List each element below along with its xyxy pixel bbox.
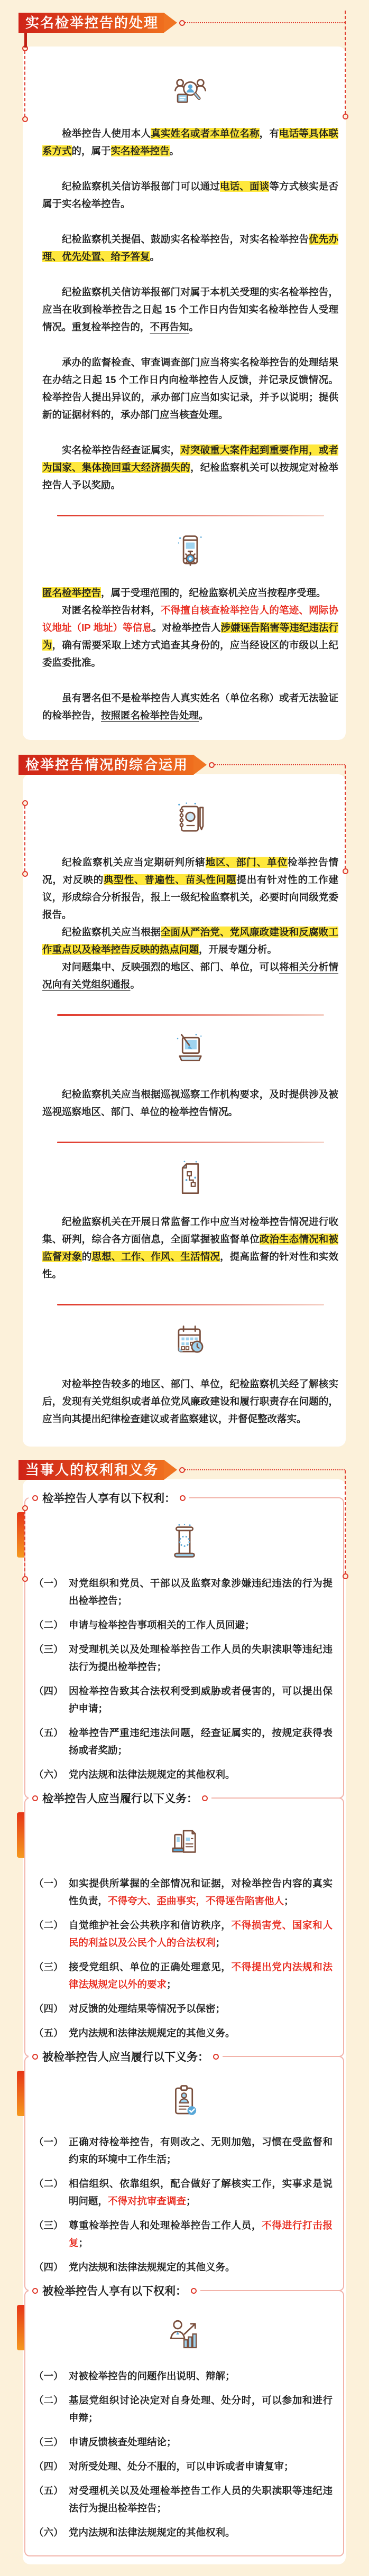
section-content bbox=[23, 47, 346, 740]
bookmark-tab bbox=[17, 2305, 26, 2350]
list-item bbox=[34, 2217, 335, 2251]
subsection-header bbox=[29, 2283, 200, 2299]
list-item bbox=[34, 2458, 335, 2475]
text-run: 对匿名检举控告材料， bbox=[62, 605, 161, 616]
dotted-connector-line bbox=[181, 1469, 345, 1470]
list-item-marker: （三） bbox=[34, 1961, 63, 1972]
highlighted-text: 涉嫌诬告陷害等违纪违法行为 bbox=[42, 622, 338, 651]
list-item-marker: （三） bbox=[34, 2220, 63, 2231]
list-item-marker: （五） bbox=[34, 2027, 63, 2038]
list-item-marker: （二） bbox=[34, 1619, 63, 1630]
red-emphasis-text: 不得夸大、歪曲事实，不得诬告陷害他人 bbox=[108, 1895, 284, 1906]
list-item-text bbox=[69, 1616, 335, 1634]
bookmark-tab bbox=[17, 2071, 26, 2116]
text-run: ，提高监督的针对性和实效性。 bbox=[42, 1251, 338, 1280]
highlighted-text: 电话等具体联系方式 bbox=[42, 128, 338, 156]
paragraph bbox=[42, 125, 338, 160]
dotted-connector-line bbox=[181, 22, 345, 23]
text-run: 相信组织、依靠组织，配合做好了解核实工作，实事求是说明问题， bbox=[69, 2178, 333, 2207]
list-item-marker: （一） bbox=[34, 2136, 63, 2147]
text-run: ，开展专题分析。 bbox=[199, 944, 278, 955]
list-item-text bbox=[69, 2433, 335, 2451]
text-run: 对党组织和党员、干部以及监察对象涉嫌违纪违法的行为提出检举控告； bbox=[69, 1578, 333, 1606]
subsection-box-1 bbox=[24, 1493, 344, 1799]
list-item bbox=[34, 2258, 335, 2276]
list-item bbox=[34, 1682, 335, 1717]
paragraph bbox=[42, 441, 338, 494]
phone-gear-icon bbox=[42, 533, 338, 570]
list-item-text bbox=[69, 2482, 335, 2517]
text-run: 实名检举控告经查证属实， bbox=[62, 444, 181, 456]
paragraph bbox=[42, 1213, 338, 1283]
list-item-text bbox=[69, 2000, 335, 2017]
section-title: 检举控告情况的综合运用 bbox=[25, 757, 189, 773]
highlighted-text: 思想、工作、作风、生活情况 bbox=[91, 1251, 220, 1262]
paragraph bbox=[42, 584, 338, 601]
red-emphasis-text: 不得损害党、国家和人民的利益以及公民个人的合法权利 bbox=[69, 1920, 333, 1948]
list-item-text bbox=[69, 2258, 335, 2276]
text-run: 纪检监察机关在开展日常监督工作中应当对检举控告情况进行收集、研判，综合各方面信息，全面掌握被监督单位 bbox=[42, 1216, 338, 1245]
ring-dot-icon bbox=[32, 2288, 38, 2294]
text-run: 申请反馈核查处理结论； bbox=[69, 2436, 177, 2448]
subsection-box-2 bbox=[24, 1793, 344, 2057]
list-item-text bbox=[69, 1641, 335, 1675]
list-item-text bbox=[69, 1958, 335, 1993]
highlighted-text: 匿名检举控告 bbox=[42, 587, 102, 598]
highlighted-text: 优先办理、优先处置、给予答复 bbox=[42, 234, 338, 262]
bookmark-tab bbox=[17, 1812, 26, 1858]
list-item bbox=[34, 2367, 335, 2385]
list-item-marker: （六） bbox=[34, 1769, 63, 1780]
paragraph bbox=[42, 354, 338, 423]
text-run: 对反馈的处理结果等情况予以保密； bbox=[69, 2003, 226, 2014]
text-run: ，确有需要采取上述方式追查其身份的，应当经设区的市级以上纪委监委批准。 bbox=[42, 640, 338, 668]
paragraph bbox=[42, 283, 338, 336]
text-run: 接受党组织、单位的正确处理意见， bbox=[69, 1961, 232, 1972]
text-run: 。 bbox=[189, 321, 199, 332]
text-run: 。 bbox=[150, 251, 160, 262]
highlighted-text: 对突破重大案件起到重要作用，或者为国家、集体挽回重大经济损失的 bbox=[42, 444, 338, 473]
list-item-text bbox=[69, 2367, 335, 2385]
red-emphasis-text: 不得对抗审查调查 bbox=[108, 2195, 187, 2207]
person-chart-icon bbox=[34, 2316, 335, 2353]
dashed-line-decoration-left bbox=[24, 51, 25, 117]
list-item-marker: （四） bbox=[34, 2461, 63, 2472]
subsection-header bbox=[29, 2049, 223, 2064]
text-run: 承办的监督检查、审查调查部门应当将实名检举控告的处理结果在办结之日起 15 个工作日内向检举控告人反馈，并记录反馈情况。检举控告人提出异议的，承办部门应当如实记录，并予以说明；提供新的证据材料的，承办部门应当核查处理。 bbox=[42, 357, 338, 420]
list-item-text bbox=[69, 2524, 335, 2541]
document-flowchart-icon bbox=[42, 1160, 338, 1197]
section-comprehensive-use bbox=[0, 755, 369, 1447]
text-run: 党内法规和法律法规规定的其他权利。 bbox=[69, 2527, 235, 2538]
section-banner-ribbon bbox=[19, 13, 164, 33]
text-run: 。 bbox=[169, 145, 180, 156]
text-run: 。 bbox=[130, 979, 141, 990]
list-item-text bbox=[69, 1875, 335, 1910]
highlighted-text: 全面从严治党、党风廉政建设和反腐败工作重点以及检举控告反映的热点问题 bbox=[42, 926, 338, 955]
ring-dot-icon bbox=[32, 1795, 38, 1801]
paragraph bbox=[42, 689, 338, 724]
underlined-text: 将相关分析情况向有关党组织通报 bbox=[42, 961, 338, 990]
text-run: ； bbox=[215, 1937, 226, 1948]
dotted-connector-line bbox=[211, 764, 345, 765]
ring-dot-icon bbox=[202, 1795, 208, 1801]
list-item bbox=[34, 1641, 335, 1675]
list-item bbox=[34, 1875, 335, 1910]
list-item-text bbox=[69, 1574, 335, 1609]
paragraph bbox=[42, 958, 338, 993]
section-banner-ribbon bbox=[19, 1460, 164, 1480]
list-item-text bbox=[69, 1682, 335, 1717]
text-run: ，属于受理范围的，纪检监察机关应当按程序受理。 bbox=[101, 587, 326, 598]
list-item bbox=[34, 2524, 335, 2541]
section-card bbox=[23, 1479, 346, 2564]
list-item-marker: （二） bbox=[34, 1920, 63, 1931]
list-item-marker: （二） bbox=[34, 2395, 63, 2406]
laptop-brush-icon bbox=[42, 1033, 338, 1070]
text-run: 对问题集中、反映强烈的地区、部门、单位，可以 bbox=[62, 961, 280, 972]
text-run: 虽有署名但不是检举控告人真实姓名（单位名称）或者无法验证的检举控告， bbox=[42, 692, 338, 721]
text-run: 纪检监察机关信访举报部门对属于本机关受理的实名检举控告，应当在收到检举控告之日起 15 个工作日内告知实名检举控告人受理情况。重复检举控告的， bbox=[42, 286, 338, 332]
text-run: 对受理机关以及处理检举控告工作人员的失职渎职等违纪违法行为提出检举控告； bbox=[69, 1644, 333, 1672]
list-item-marker: （四） bbox=[34, 1685, 63, 1697]
underlined-text: 不再告知 bbox=[150, 321, 189, 332]
subsection-title: 检举控告人享有以下权利： bbox=[42, 1493, 176, 1505]
red-emphasis-text: 不得擅自核查检举控告人的笔迹、网际协议地址（IP 地址）等信息 bbox=[42, 605, 338, 633]
list-item bbox=[34, 2392, 335, 2426]
text-run: 正确对待检举控告，有则改之、无则加勉，习惯在受监督和约束的环境中工作生活； bbox=[69, 2136, 333, 2165]
list-item-text bbox=[69, 1916, 335, 1951]
text-run: 检举控告情况，对反映的 bbox=[42, 857, 338, 885]
ring-dot-icon bbox=[32, 1495, 38, 1501]
text-run: 党内法规和法律法规规定的其他权利。 bbox=[69, 1769, 235, 1780]
text-run: 尊重检举控告人和处理检举控告工作人员， bbox=[69, 2220, 262, 2231]
list-item-text bbox=[69, 2392, 335, 2426]
section-real-name-handling bbox=[0, 0, 369, 740]
text-run: ； bbox=[284, 1895, 294, 1906]
text-run: 提出有针对性的工作建议，形成综合分析报告，报上一级纪检监察机关，必要时向同级党委报告。 bbox=[42, 874, 338, 920]
red-emphasis-text: 不得进行打击报复 bbox=[69, 2220, 333, 2248]
paragraph bbox=[42, 854, 338, 923]
text-run: 检举控告严重违纪违法问题，经查证属实的，按规定获得表扬或者奖励； bbox=[69, 1727, 333, 1756]
subsection-title: 检举控告人应当履行以下义务： bbox=[42, 1793, 198, 1805]
list-item-marker: （五） bbox=[34, 2485, 63, 2496]
list-item bbox=[34, 2133, 335, 2168]
section-banner-row bbox=[0, 755, 369, 775]
text-run: ，有 bbox=[259, 128, 280, 139]
section-divider bbox=[57, 515, 324, 516]
text-run: 申请与检举控告事项相关的工作人员回避； bbox=[69, 1619, 255, 1630]
text-run: ； bbox=[186, 2195, 196, 2207]
text-run: 的，属于 bbox=[71, 145, 111, 156]
list-item-text bbox=[69, 2024, 335, 2042]
text-run: 如实提供所掌握的全部情况和证据，对检举控告内容的真实性负责， bbox=[69, 1878, 333, 1906]
section-content bbox=[23, 774, 346, 1447]
paragraph bbox=[42, 178, 338, 212]
list-item-text bbox=[69, 2458, 335, 2475]
text-run: 纪检监察机关应当根据 bbox=[62, 926, 161, 938]
list-item bbox=[34, 2175, 335, 2210]
text-run: 纪检监察机关应当根据巡视巡察工作机构要求，及时提供涉及被巡视巡察地区、部门、单位的检举控告情况。 bbox=[42, 1089, 338, 1117]
section-divider bbox=[57, 1304, 324, 1305]
list-item-text bbox=[69, 1766, 335, 1783]
list-item-text bbox=[69, 2217, 335, 2251]
section-divider bbox=[57, 1142, 324, 1143]
text-run: 。对检举控告人 bbox=[152, 622, 221, 633]
fax-document-icon bbox=[34, 1824, 335, 1861]
subsection-header bbox=[29, 1790, 211, 1806]
highlighted-text: 实名检举控告 bbox=[110, 145, 170, 156]
section-title: 实名检举控告的处理 bbox=[25, 15, 159, 31]
section-divider bbox=[57, 1014, 324, 1016]
highlighted-text: 电话、面谈 bbox=[219, 181, 270, 192]
red-emphasis-text: 不得提出党内法规和法律法规规定以外的要求 bbox=[69, 1961, 333, 1990]
underlined-text: 按照匿名检举控告处理 bbox=[101, 710, 199, 721]
text-run: 纪检监察机关提倡、鼓励实名检举控告，对实名检举控告 bbox=[62, 234, 309, 245]
highlighted-text: 地区、部门、单位 bbox=[205, 857, 288, 868]
text-run: 基层党组织讨论决定对自身处理、处分时，可以参加和进行申辩； bbox=[69, 2395, 333, 2423]
list-item-marker: （四） bbox=[34, 2003, 63, 2014]
text-run: 纪检监察机关应当定期研判所辖 bbox=[62, 857, 206, 868]
paragraph bbox=[42, 923, 338, 958]
list-item bbox=[34, 1724, 335, 1759]
text-run: 等方式核实是否属于实名检举控告。 bbox=[42, 181, 338, 209]
section-card bbox=[23, 47, 346, 740]
clipboard-check-icon bbox=[34, 2082, 335, 2119]
section-rights-and-duties bbox=[0, 1460, 369, 2564]
highlighted-text: 典型性、普遍性、苗头性问题 bbox=[104, 874, 237, 885]
subsection-box-4 bbox=[24, 2285, 344, 2556]
list-item-text bbox=[69, 2175, 335, 2210]
list-item bbox=[34, 1916, 335, 1951]
list-item-marker: （三） bbox=[34, 1644, 63, 1655]
list-item-marker: （四） bbox=[34, 2262, 63, 2273]
text-run: ，纪检监察机关可以按规定对检举控告人予以奖励。 bbox=[42, 462, 338, 490]
list-item bbox=[34, 1958, 335, 1993]
dashed-line-decoration-left bbox=[24, 805, 25, 872]
text-run: 党内法规和法律法规规定的其他义务。 bbox=[69, 2262, 235, 2273]
text-run: 。 bbox=[199, 710, 209, 721]
paragraph bbox=[42, 601, 338, 671]
list-item-text bbox=[69, 2133, 335, 2168]
text-run: 对被检举控告的问题作出说明、辩解； bbox=[69, 2370, 235, 2382]
dashed-line-decoration-left bbox=[24, 1511, 25, 1577]
list-item bbox=[34, 2482, 335, 2517]
notebook-pen-icon bbox=[42, 801, 338, 838]
ring-dot-icon bbox=[180, 1495, 186, 1501]
text-run: ； bbox=[78, 2237, 89, 2248]
dashed-line-decoration-right bbox=[345, 765, 346, 869]
list-item bbox=[34, 2000, 335, 2017]
text-run: 对所受处理、处分不服的，可以申诉或者申请复审； bbox=[69, 2461, 294, 2472]
ring-dot-icon bbox=[213, 2054, 219, 2060]
highlighted-text: 政治生态情况和被监督对象 bbox=[42, 1234, 338, 1262]
list-item-marker: （一） bbox=[34, 1578, 63, 1589]
list-item bbox=[34, 2024, 335, 2042]
list-item bbox=[34, 1616, 335, 1634]
text-run: 纪检监察机关信访举报部门可以通过 bbox=[62, 181, 220, 192]
ring-dot-icon bbox=[191, 2288, 197, 2294]
subsection-title: 被检举控告人享有以下权利： bbox=[42, 2285, 187, 2297]
people-search-icon bbox=[42, 74, 338, 111]
list-item-marker: （一） bbox=[34, 2370, 63, 2382]
section-card bbox=[23, 774, 346, 1447]
paragraph bbox=[42, 1375, 338, 1428]
list-item-marker: （一） bbox=[34, 1878, 63, 1889]
ring-dot-icon bbox=[32, 2054, 38, 2060]
scroll-icon bbox=[34, 1524, 335, 1561]
text-run: 对检举控告较多的地区、部门、单位，纪检监察机关经了解核实后，发现有关党组织或者单位党风廉政建设和履行职责存在问题的，应当向其提出纪律检查建议或者监察建议，并督促整改落实。 bbox=[42, 1378, 338, 1424]
text-run: 对受理机关以及处理检举控告工作人员的失职渎职等违纪违法行为提出检举控告； bbox=[69, 2485, 333, 2514]
list-item-text bbox=[69, 1724, 335, 1759]
subsection-title: 被检举控告人应当履行以下义务： bbox=[42, 2051, 209, 2063]
paragraph bbox=[42, 1086, 338, 1120]
subsection-header bbox=[29, 1490, 189, 1506]
list-item-marker: （六） bbox=[34, 2527, 63, 2538]
text-run: 检举控告人使用本人 bbox=[62, 128, 151, 139]
text-run: 党内法规和法律法规规定的其他义务。 bbox=[69, 2027, 235, 2038]
section-banner-ribbon bbox=[19, 755, 193, 775]
section-content bbox=[23, 1479, 346, 2564]
dashed-line-decoration-right bbox=[345, 1470, 346, 1574]
section-banner-row bbox=[0, 13, 369, 33]
text-run: ； bbox=[167, 1979, 177, 1990]
section-title: 当事人的权利和义务 bbox=[25, 1462, 159, 1478]
section-banner-row bbox=[0, 1460, 369, 1480]
list-item bbox=[34, 2433, 335, 2451]
list-item-marker: （五） bbox=[34, 1727, 63, 1738]
text-run: 自觉维护社会公共秩序和信访秩序， bbox=[69, 1920, 232, 1931]
list-item-marker: （二） bbox=[34, 2178, 63, 2189]
highlighted-text: 真实姓名或者本单位名称 bbox=[151, 128, 260, 139]
paragraph bbox=[42, 230, 338, 265]
calendar-clock-icon bbox=[42, 1322, 338, 1359]
list-item bbox=[34, 1766, 335, 1783]
text-run: 的 bbox=[81, 1251, 92, 1262]
list-item bbox=[34, 1574, 335, 1609]
text-run: 因检举控告致其合法权利受到威胁或者侵害的，可以提出保护申请； bbox=[69, 1685, 333, 1714]
list-item-marker: （三） bbox=[34, 2436, 63, 2448]
subsection-box-3 bbox=[24, 2051, 344, 2291]
